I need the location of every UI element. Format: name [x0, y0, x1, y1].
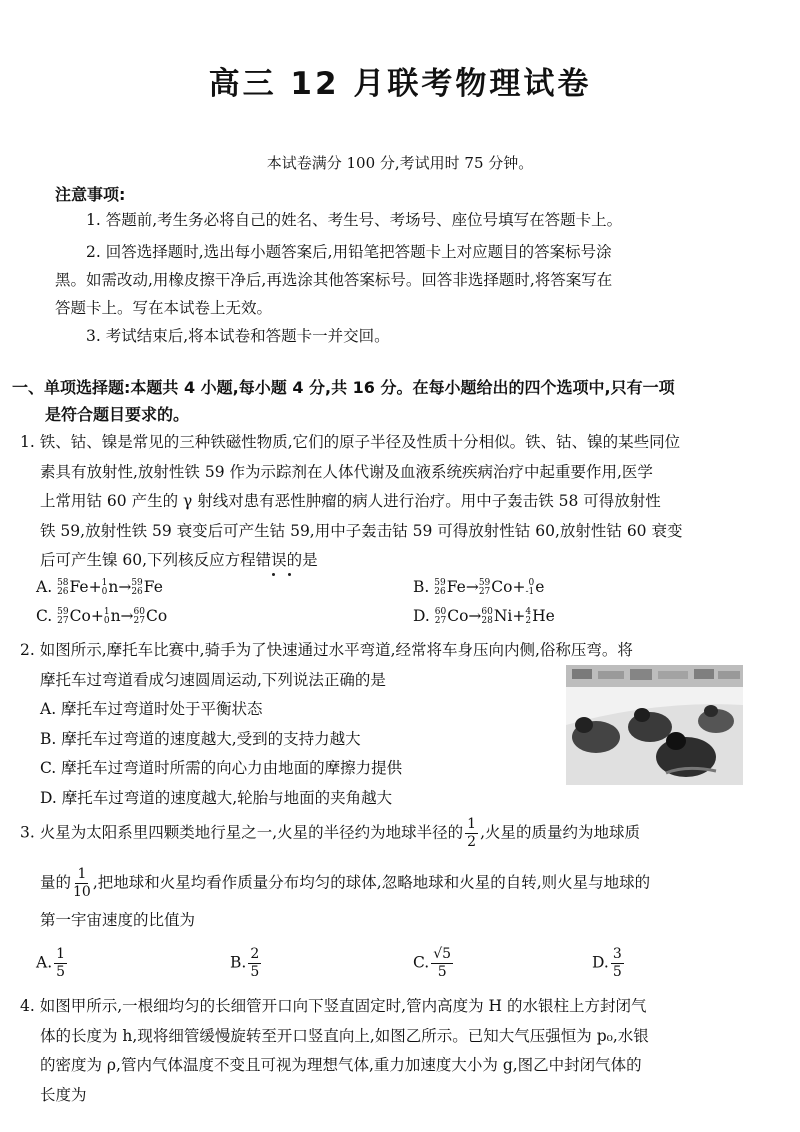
q1-option-b: B. 59 26 Fe→ 59 27 Co+ 0 -1 e — [413, 578, 545, 597]
q2-option-c: C. 摩托车过弯道时所需的向心力由地面的摩擦力提供 — [40, 759, 403, 777]
emphasis-dot — [288, 573, 291, 576]
notice-item-2-line-2: 黑。如需改动,用橡皮擦干净后,再选涂其他答案标号。回答非选择题时,将答案写在 — [55, 271, 613, 289]
q3-option-d: D. $\frac{3}{5}$ — [592, 946, 622, 980]
q1-line-1: 1. 铁、钴、镍是常见的三种铁磁性物质,它们的原子半径及性质十分相似。铁、钴、镍的某些同位 — [20, 433, 681, 451]
q2-line-2: 摩托车过弯道看成匀速圆周运动,下列说法正确的是 — [40, 670, 386, 689]
notice-item-1: 1. 答题前,考生务必将自己的姓名、考生号、考场号、座位号填写在答题卡上。 — [86, 211, 623, 229]
section-heading-line-1: 一、单项选择题:本题共 4 小题,每小题 4 分,共 16 分。在每小题给出的四个选项中,只有一项 — [12, 378, 675, 397]
question-3-line-1: 3. 火星为太阳系里四颗类地行星之一,火星的半径约为地球半径的 $\frac{1}{2}$ ,火星的质量约为地球质 — [20, 816, 641, 850]
q1-option-d: D. 60 27 Co→ 60 28 Ni+ 4 2 He — [413, 607, 555, 626]
q1-option-a: A. 58 26 Fe+ 1 0 n→ 59 26 Fe — [36, 578, 163, 597]
question-3-line-3: 第一宇宙速度的比值为 — [40, 911, 196, 929]
q2-option-a: A. 摩托车过弯道时处于平衡状态 — [40, 700, 263, 718]
q3-option-c: C. $\frac{√5}{5}$ — [413, 946, 452, 980]
q2-line-1: 2. 如图所示,摩托车比赛中,骑手为了快速通过水平弯道,经常将车身压向内侧,俗称压弯。将 — [20, 641, 633, 659]
section-heading-line-2: 是符合题目要求的。 — [45, 405, 190, 424]
q4-line-3: 的密度为 ρ,管内气体温度不变且可视为理想气体,重力加速度大小为 g,图乙中封闭气体的 — [40, 1056, 642, 1074]
q1-line-3: 上常用钴 60 产生的 γ 射线对患有恶性肿瘤的病人进行治疗。用中子轰击铁 58 可得放射性 — [40, 492, 661, 510]
exam-info: 本试卷满分 100 分,考试用时 75 分钟。 — [266, 154, 534, 172]
q4-line-1: 4. 如图甲所示,一根细均匀的长细管开口向下竖直固定时,管内高度为 H 的水银柱上方封闭气 — [20, 997, 647, 1015]
q4-line-2: 体的长度为 h,现将细管缓慢旋转至开口竖直向上,如图乙所示。已知大气压强恒为 p₀,水银 — [40, 1026, 649, 1045]
q3-option-a: A. $\frac{1}{5}$ — [36, 946, 66, 980]
q1-line-5: 后可产生镍 60,下列核反应方程错误的是 — [40, 551, 318, 569]
q1-line-2: 素具有放射性,放射性铁 59 作为示踪剂在人体代谢及血液系统疾病治疗中起重要作用,医学 — [40, 462, 653, 481]
page-title: 高三 12 月联考物理试卷 — [208, 66, 592, 102]
q2-option-d: D. 摩托车过弯道的速度越大,轮胎与地面的夹角越大 — [40, 788, 393, 807]
q3-option-b: B. $\frac{2}{5}$ — [230, 946, 260, 980]
q1-line-4: 铁 59,放射性铁 59 衰变后可产生钴 59,用中子轰击钴 59 可得放射性钴 60,放射性钴 60 衰变 — [40, 521, 683, 540]
motorcycle-race-photo — [566, 665, 743, 785]
question-1 — [20, 428, 785, 576]
emphasis-dot — [272, 573, 275, 576]
question-3-line-2: 量的 $\frac{1}{10}$ ,把地球和火星均看作质量分布均匀的球体,忽略地球和火星的自转,则火星与地球的 — [40, 866, 651, 900]
notice-heading: 注意事项: — [55, 185, 126, 204]
q2-option-b: B. 摩托车过弯道的速度越大,受到的支持力越大 — [40, 729, 361, 748]
notice-item-3: 3. 考试结束后,将本试卷和答题卡一并交回。 — [86, 327, 390, 345]
q4-line-4: 长度为 — [40, 1085, 87, 1104]
q1-option-c: C. 59 27 Co+ 1 0 n→ 60 27 Co — [36, 607, 168, 626]
notice-item-2-line-1: 2. 回答选择题时,选出每小题答案后,用铅笔把答题卡上对应题目的答案标号涂 — [86, 243, 612, 261]
question-4 — [20, 992, 785, 1110]
notice-item-2-line-3: 答题卡上。写在本试卷上无效。 — [55, 299, 273, 317]
